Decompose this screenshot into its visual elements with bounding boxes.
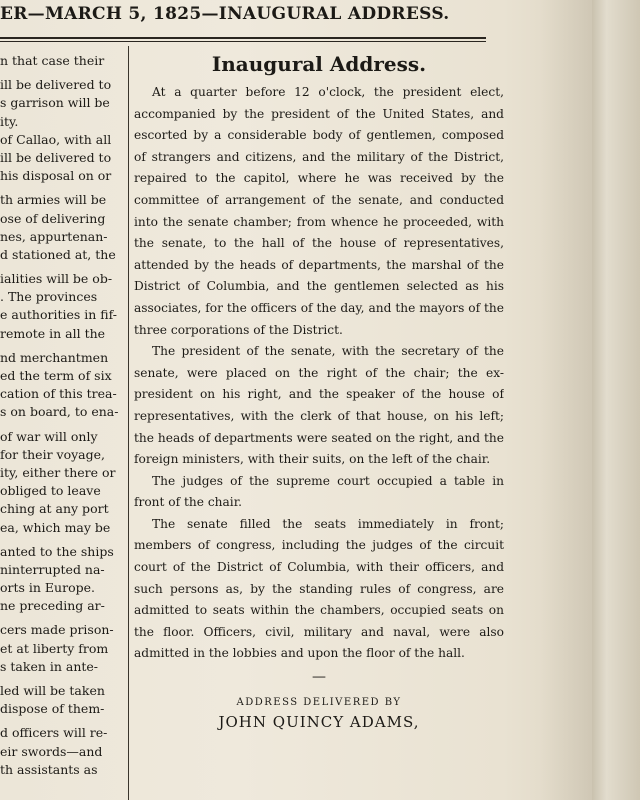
- left-column-line: s taken in ante-: [0, 658, 99, 674]
- left-column-line: cers made prison-: [0, 622, 114, 638]
- column-divider: [128, 46, 129, 800]
- left-column-line: orts in Europe.: [0, 580, 95, 596]
- left-column-fragment: [0, 52, 126, 800]
- left-column-line: dispose of them-: [0, 701, 105, 717]
- left-column-line: ose of delivering: [0, 210, 106, 226]
- left-column-line: ity, either there or: [0, 464, 116, 480]
- left-column-line: ill be delivered to: [0, 149, 112, 165]
- left-column-line: ne preceding ar-: [0, 598, 105, 614]
- header-rule: [0, 37, 486, 39]
- left-column-line: d stationed at, the: [0, 246, 116, 262]
- left-column-line: ialities will be ob-: [0, 271, 113, 287]
- article-paragraph: The president of the senate, with the secretary of the senate, were placed on the right of the chair; the ex-president on his right, and the speaker of the house of representatives, with the clerk of that house, on his left; the heads of departments were seated on the right, and the foreign ministers, with their suits, on the left of the chair.: [134, 344, 504, 467]
- left-column-line: ill be delivered to: [0, 77, 112, 93]
- left-column-line: remote in all the: [0, 325, 106, 341]
- left-column-line: cation of this trea-: [0, 386, 117, 402]
- left-column-line: . The provinces: [0, 289, 98, 305]
- address-author: JOHN QUINCY ADAMS,: [218, 713, 420, 732]
- left-column-line: d officers will re-: [0, 725, 108, 741]
- left-column-line: et at liberty from: [0, 640, 109, 656]
- left-column-line: s garrison will be: [0, 95, 110, 111]
- left-column-line: eir swords—and: [0, 743, 103, 759]
- article-paragraph: At a quarter before 12 o'clock, the president elect, accompanied by the president of the United States, and escorted by a considerable body of gentlemen, composed of strangers and citizens, and the military of the District, repaired to the capitol, where he was received by the committee of arrangement of the senate, and conducted into the senate chamber; from whence he proceeded, with the senate, to the hall of the house of representatives, attended by the heads of departments, the marshal of the District of Columbia, and the gentlemen selected as his associates, for the officers of the day, and the mayors of the three corporations of the District.: [134, 85, 504, 337]
- left-column-line: for their voyage,: [0, 446, 105, 462]
- left-column-line: anted to the ships: [0, 543, 114, 559]
- left-column-line: s on board, to ena-: [0, 404, 119, 420]
- left-column-line: nes, appurtenan-: [0, 228, 108, 244]
- left-column-line: his disposal on or: [0, 168, 112, 184]
- left-column-line: nd merchantmen: [0, 349, 109, 365]
- left-column-line: e authorities in fif-: [0, 307, 118, 323]
- left-column-line: ea, which may be: [0, 519, 111, 535]
- article-title: Inaugural Address.: [211, 52, 427, 76]
- page-edge: [592, 0, 640, 800]
- page-curl-shadow: [540, 0, 592, 800]
- left-column-line: led will be taken: [0, 683, 105, 698]
- left-column-line: ching at any port: [0, 501, 109, 517]
- article-column: [134, 52, 504, 800]
- left-column-line: ninterrupted na-: [0, 561, 105, 577]
- article-paragraph: The judges of the supreme court occupied a table in front of the chair.: [134, 473, 504, 510]
- left-column-line: of Callao, with all: [0, 131, 112, 147]
- section-separator: —: [312, 669, 326, 686]
- masthead: ER—MARCH 5, 1825—INAUGURAL ADDRESS.: [0, 4, 450, 24]
- left-column-line: th armies will be: [0, 192, 107, 208]
- left-column-line: th assistants as: [0, 761, 98, 777]
- header-rule-thin: [0, 41, 486, 42]
- left-column-line: obliged to leave: [0, 483, 101, 499]
- left-column-line: of war will only: [0, 428, 98, 444]
- article-paragraph: The senate filled the seats immediately in front; members of congress, including the judges of the circuit court of the District of Columbia, with their officers, and such persons as, by the standing rules of congress, are admitted to seats within the chambers, occupied seats on the floor. Officers, civil, military and naval, were also admitted in the lobbies and upon the floor of the hall.: [134, 516, 504, 661]
- left-column-line: ity.: [0, 113, 19, 129]
- left-column-line: ed the term of six: [0, 368, 112, 383]
- left-column-line: n that case their: [0, 53, 105, 68]
- address-heading: ADDRESS DELIVERED BY: [236, 697, 402, 709]
